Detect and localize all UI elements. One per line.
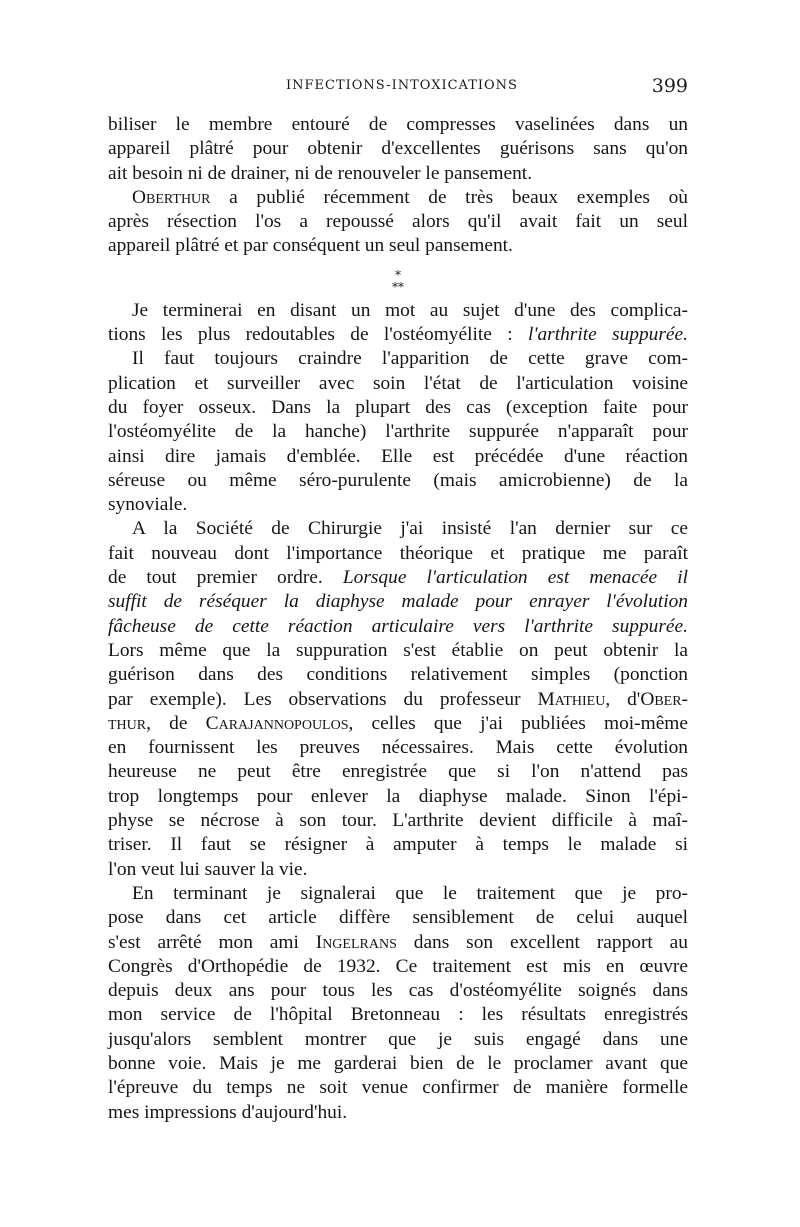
paragraph-conclusion [108, 882, 688, 1125]
page-header [108, 75, 688, 100]
text-line: séreuse ou même séro-purulente (mais amicrobienne) de la [108, 469, 688, 491]
text-fragment: s'est arrêté mon ami [108, 931, 316, 953]
text-line: en fournissent les preuves nécessaires. Mais cette évolution [108, 737, 688, 759]
text-line: Lors même que la suppuration s'est établie on peut obtenir la [108, 639, 688, 661]
paragraph-societe-chirurgie [108, 517, 688, 881]
text-line [108, 323, 688, 347]
text-line [108, 931, 688, 955]
text-line [108, 566, 688, 590]
author-name: Oberthur [132, 186, 211, 208]
page-number: 399 [651, 75, 688, 97]
author-name: thur [108, 712, 147, 734]
italic-term: l'arthrite suppurée. [527, 324, 688, 346]
text-fragment: tions les plus redoutables de l'ostéomyélite : [108, 324, 528, 346]
text-line: après résection l'os a repoussé alors qu'il avait fait un seul [108, 211, 688, 233]
text-line: depuis deux ans pour tous les cas d'ostéomyélite soignés dans [108, 980, 688, 1002]
text-fragment: , celles que j'ai publiées moi-même [348, 712, 688, 734]
author-name: Ingelrans [315, 931, 397, 953]
italic-text: Lorsque l'articulation est menacée il [342, 567, 688, 589]
text-line: mon service de l'hôpital Bretonneau : les résultats enregistrés [108, 1004, 688, 1026]
text-line: l'on veut lui sauver la vie. [108, 858, 308, 880]
text-line: guérison dans des conditions relativement simples (ponction [108, 664, 688, 686]
text-line: fâcheuse de cette réaction articulaire vers l'arthrite suppurée. [108, 615, 688, 637]
running-title: INFECTIONS-INTOXICATIONS [286, 78, 518, 93]
text-line: ait besoin ni de drainer, ni de renouveler le pansement. [108, 162, 533, 184]
text-line: triser. Il faut se résigner à amputer à temps le malade si [108, 834, 688, 856]
author-name: Ober- [640, 688, 689, 710]
text-line: plication et surveiller avec soin l'état de l'articulation voisine [108, 372, 688, 394]
text-fragment: dans son excellent rapport au [396, 931, 688, 953]
text-line: appareil plâtré pour obtenir d'excellentes guérisons sans qu'on [108, 138, 688, 160]
text-line [108, 688, 688, 712]
text-line: Congrès d'Orthopédie de 1932. Ce traitement est mis en œuvre [108, 955, 688, 977]
text-line: l'ostéomyélite de la hanche) l'arthrite suppurée n'apparaît pour [108, 421, 688, 443]
text-fragment: de tout premier ordre. [108, 567, 343, 589]
text-line: Il faut toujours craindre l'apparition de cette grave com- [132, 348, 688, 370]
text-fragment: , de [146, 712, 206, 734]
text-line: appareil plâtré et par conséquent un seul pansement. [108, 235, 513, 257]
text-fragment: a publié récemment de très beaux exemples où [229, 186, 688, 208]
text-line: fait nouveau dont l'importance théorique et pratique me paraît [108, 542, 688, 564]
body-text [108, 113, 688, 1125]
text-fragment: par exemple). Les observations du professeur [108, 688, 538, 710]
text-line [108, 712, 688, 736]
asterism-bottom: ** [392, 279, 404, 294]
asterism-top: * [395, 267, 401, 282]
text-line: Je terminerai en disant un mot au sujet d'une des complica- [132, 299, 688, 321]
text-line: pose dans cet article diffère sensiblement de celui auquel [108, 907, 688, 929]
text-line: A la Société de Chirurgie j'ai insisté l'an dernier sur ce [132, 518, 688, 540]
text-line: trop longtemps pour enlever la diaphyse malade. Sinon l'épi- [108, 785, 688, 807]
text-line: du foyer osseux. Dans la plupart des cas (exception faite pour [108, 396, 688, 418]
text-line: ainsi dire jamais d'emblée. Elle est précédée d'une réaction [108, 445, 688, 467]
text-fragment: , d' [605, 688, 641, 710]
paragraph-oberthur [108, 186, 688, 259]
text-line: heureuse ne peut être enregistrée que si l'on n'attend pas [108, 761, 688, 783]
text-line: synoviale. [108, 494, 188, 516]
text-line [108, 186, 688, 210]
text-line: En terminant je signalerai que le traitement que je pro- [132, 882, 688, 904]
asterism-separator [108, 259, 688, 299]
text-line: jusqu'alors semblent montrer que je suis engagé dans une [108, 1028, 688, 1050]
text-line: bonne voie. Mais je me garderai bien de le proclamer avant que [108, 1052, 688, 1074]
paragraph-continuation [108, 113, 688, 186]
text-line: biliser le membre entouré de compresses vaselinées dans un [108, 114, 688, 135]
text-line: suffit de réséquer la diaphyse malade pour enrayer l'évolution [108, 591, 688, 613]
paragraph-arthrite [108, 299, 688, 518]
author-name: Carajannopoulos [205, 712, 349, 734]
text-line: physe se nécrose à son tour. L'arthrite devient difficile à maî- [108, 810, 688, 832]
text-line: l'épreuve du temps ne soit venue confirmer de manière formelle [108, 1077, 688, 1099]
text-line: mes impressions d'aujourd'hui. [108, 1101, 348, 1123]
author-name: Mathieu [537, 688, 606, 710]
